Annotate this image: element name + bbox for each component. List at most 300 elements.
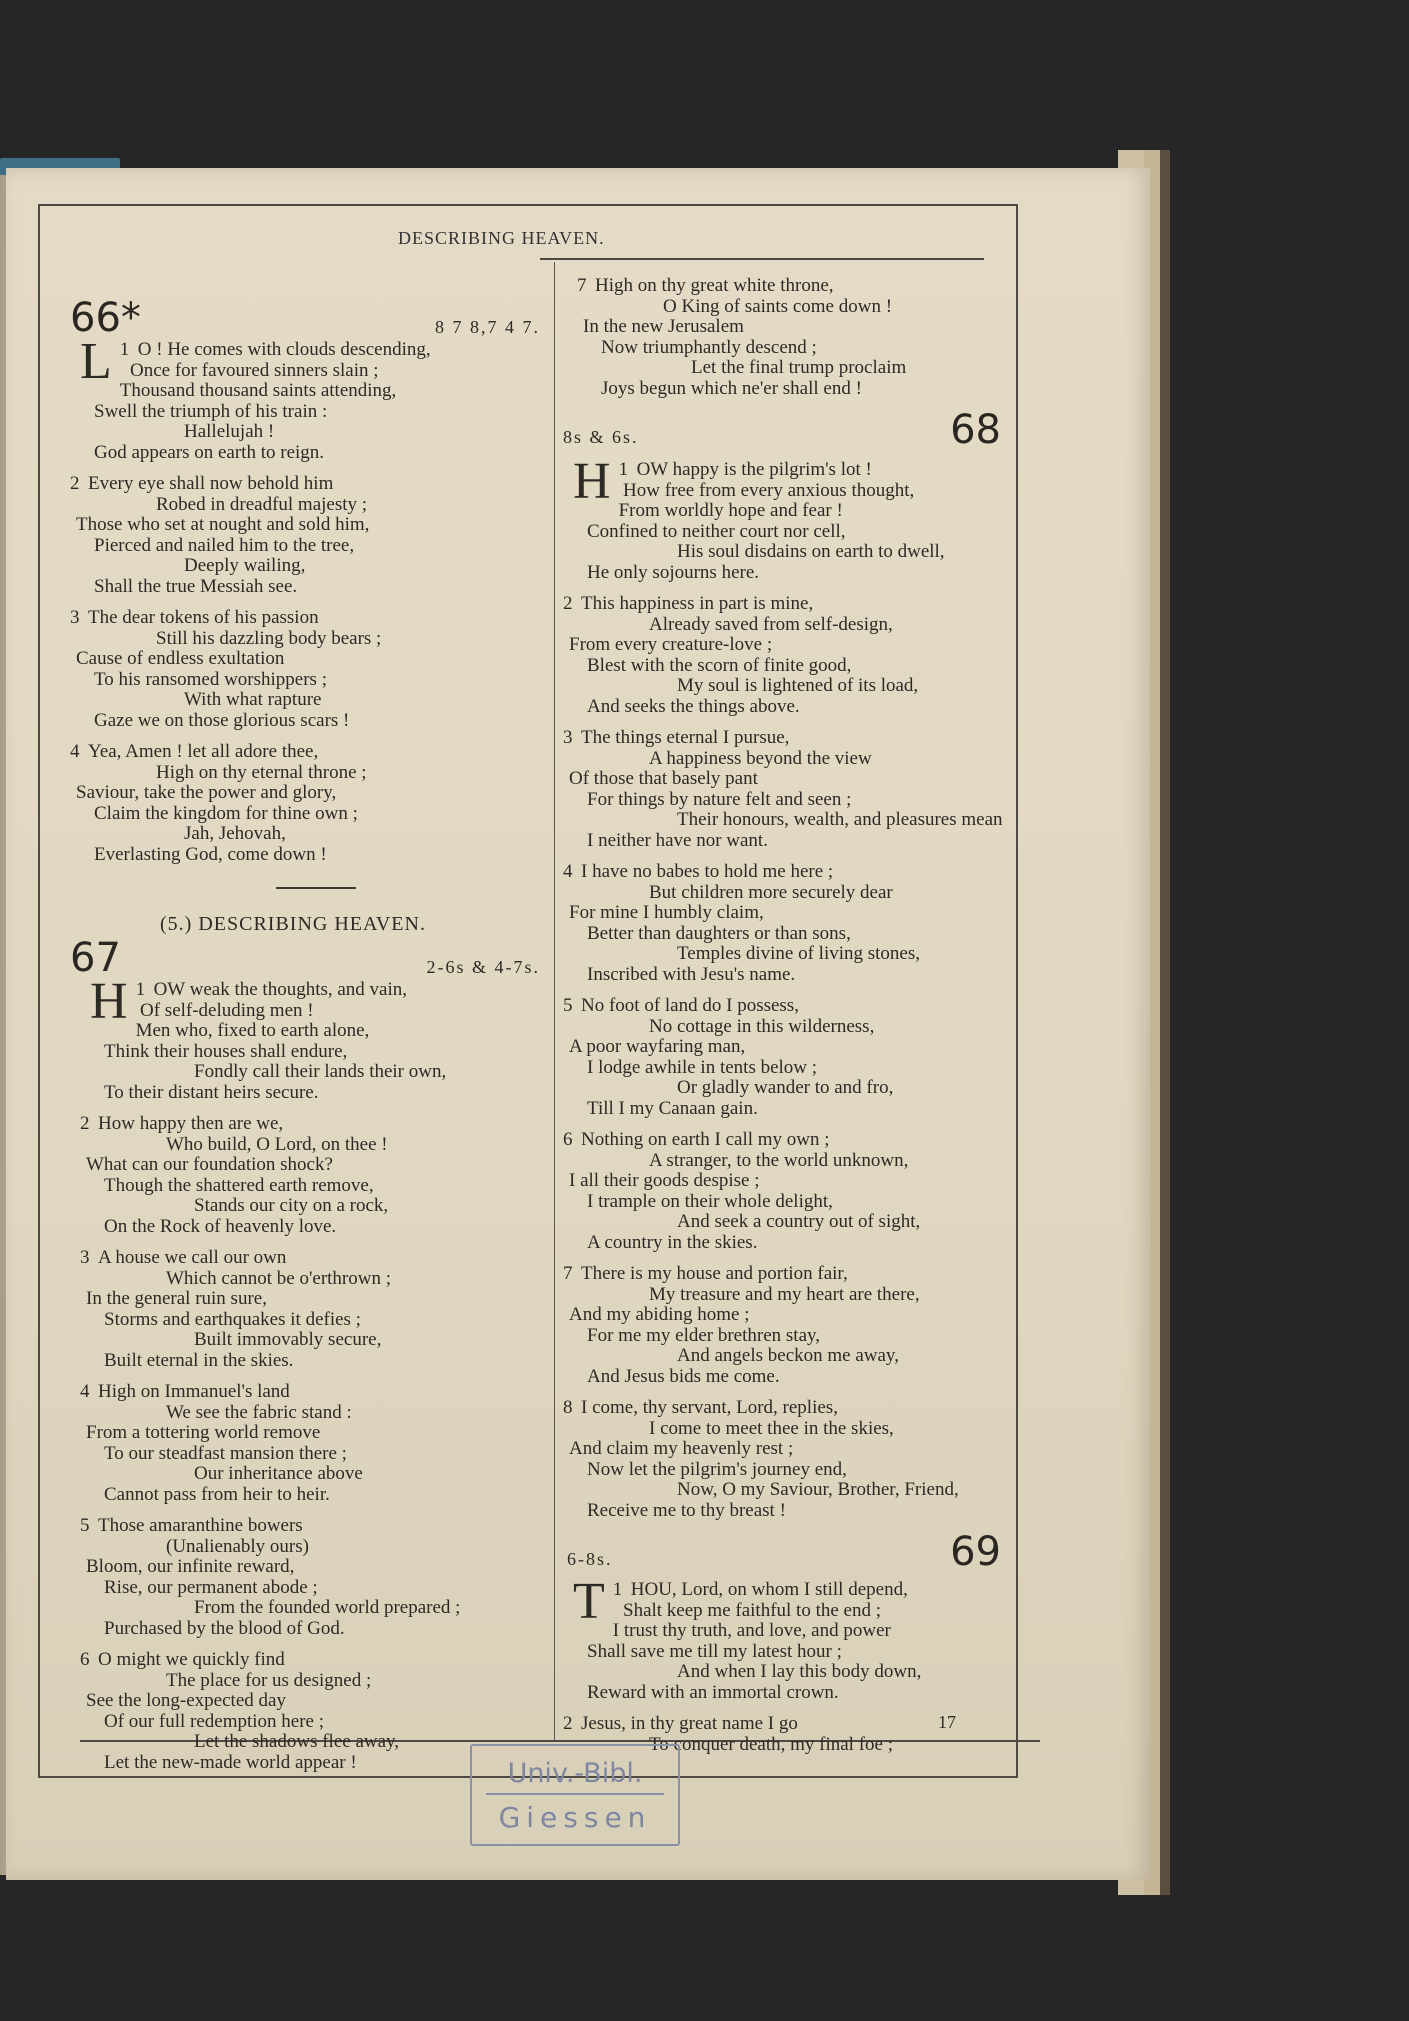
verse-line <box>563 1367 1023 1388</box>
verse-line-text: Temples divine of living stones, <box>677 943 921 964</box>
verse-line <box>70 742 540 763</box>
verse-line <box>563 1580 1023 1601</box>
verse-line-text: A stranger, to the world unknown, <box>649 1149 909 1171</box>
verse-line-text: And Jesus bids me come. <box>587 1365 780 1387</box>
verse-line <box>563 996 1023 1017</box>
verse-line <box>80 1330 540 1351</box>
verse-number: 1 <box>618 459 629 480</box>
verse-line-text: Purchased by the blood of God. <box>104 1617 345 1639</box>
verse-line <box>70 577 540 598</box>
verse-line-text: Of those that basely pant <box>569 768 758 789</box>
verse-line <box>80 1114 540 1135</box>
drop-cap: H <box>90 973 128 1030</box>
hymn-number: 69 <box>950 1529 1001 1575</box>
drop-cap: T <box>573 1573 605 1630</box>
verse <box>70 333 540 463</box>
verse-line-text: To their distant heirs secure. <box>104 1081 319 1103</box>
stamp-line-1: Univ.-Bibl. <box>486 1758 664 1795</box>
verse <box>80 1248 540 1371</box>
verse-line <box>563 924 1023 945</box>
verse-line-text: What can our foundation shock? <box>86 1154 333 1175</box>
verse-line <box>563 1601 1023 1622</box>
verse-line <box>80 1217 540 1238</box>
verse-line <box>70 845 540 866</box>
verse-line-text: Reward with an immortal crown. <box>587 1681 839 1703</box>
verse-line <box>80 1310 540 1331</box>
verse-line <box>577 358 1023 379</box>
verse-line-text: Every eye shall now behold him <box>88 473 334 494</box>
verse-line <box>563 481 1023 502</box>
verse-number: 8 <box>563 1397 573 1418</box>
verse-line <box>563 1439 1023 1460</box>
verse-line <box>563 594 1023 615</box>
hymn-number: 66* <box>70 295 141 341</box>
verse-line <box>80 1557 540 1578</box>
verse-line <box>577 276 1023 297</box>
verse-line-text: Those amaranthine bowers <box>98 1515 303 1536</box>
verse-line-text: Hallelujah ! <box>184 421 275 442</box>
verse-line-text: The things eternal I pursue, <box>581 727 790 748</box>
verse-line-text: How happy then are we, <box>98 1113 284 1134</box>
verse <box>563 862 1023 985</box>
verse-line-text: Shall the true Messiah see. <box>94 575 298 597</box>
verse-line-text: Built immovably secure, <box>194 1329 382 1350</box>
verse-line <box>563 1212 1023 1233</box>
verse-line <box>70 536 540 557</box>
verse-line-text: There is my house and portion fair, <box>581 1263 848 1284</box>
verse-line <box>563 1621 1023 1642</box>
verse-line-text: See the long-expected day <box>86 1690 286 1711</box>
verse-line <box>563 1058 1023 1079</box>
verse-line-text: The place for us designed ; <box>166 1669 372 1691</box>
verse-line-text: High on Immanuel's land <box>98 1381 290 1402</box>
verse-number: 2 <box>70 473 80 494</box>
verse-line <box>563 542 1023 563</box>
verse <box>563 453 1023 583</box>
verse-line-text: Shalt keep me faithful to the end ; <box>623 1599 882 1621</box>
verse-line <box>563 635 1023 656</box>
verse-line <box>80 1516 540 1537</box>
verse-line-text: Our inheritance above <box>194 1463 363 1484</box>
verse-line-text: In the new Jerusalem <box>583 316 744 337</box>
verse-line-text: Cannot pass from heir to heir. <box>104 1483 330 1505</box>
library-stamp <box>470 1744 680 1846</box>
verse-line <box>70 763 540 784</box>
verse-line <box>563 1078 1023 1099</box>
verse <box>80 1114 540 1237</box>
verse-line-text: God appears on earth to reign. <box>94 441 325 463</box>
verse-line-text: Blest with the scorn of finite good, <box>587 654 852 676</box>
verse-line <box>80 1269 540 1290</box>
verse-line <box>80 1021 540 1042</box>
verse <box>577 276 1023 399</box>
verse-line-text: I neither have nor want. <box>587 829 768 851</box>
verse-line <box>563 1460 1023 1481</box>
verse-line-text: Of our full redemption here ; <box>104 1710 325 1732</box>
verse-line <box>563 1683 1023 1704</box>
verse-line <box>563 1346 1023 1367</box>
verse-line-text: I trust thy truth, and love, and power <box>612 1620 891 1641</box>
verse <box>70 474 540 597</box>
verse-line <box>563 1192 1023 1213</box>
verse-line <box>80 1712 540 1733</box>
verse-line <box>563 615 1023 636</box>
hymn-66-verses <box>70 333 540 865</box>
verse-line-text: To his ransomed worshippers ; <box>94 668 327 690</box>
verse-line <box>80 1598 540 1619</box>
verse-line <box>80 1062 540 1083</box>
verse-line-text: Jah, Jehovah, <box>184 823 286 844</box>
running-head: DESCRIBING HEAVEN. <box>398 228 605 248</box>
verse-line-text: High on thy eternal throne ; <box>156 761 367 783</box>
verse-line <box>70 629 540 650</box>
hymn-67-header <box>70 935 540 981</box>
verse-line-text: Though the shattered earth remove, <box>104 1174 374 1196</box>
verse-line <box>563 862 1023 883</box>
verse-number: 4 <box>563 861 573 882</box>
verse-line-text: (Unalienably ours) <box>166 1535 309 1557</box>
verse-line <box>70 783 540 804</box>
verse-line <box>577 317 1023 338</box>
verse-line <box>563 1233 1023 1254</box>
verse-line-text: Cause of endless exultation <box>76 648 285 669</box>
verse-line <box>563 1662 1023 1683</box>
verse-line-text: On the Rock of heavenly love. <box>104 1215 337 1237</box>
verse-line <box>70 556 540 577</box>
verse-line <box>563 1642 1023 1663</box>
verse-line <box>563 1419 1023 1440</box>
right-column <box>563 276 1023 1766</box>
verse-line-text: From worldly hope and fear ! <box>618 500 843 521</box>
verse <box>80 1516 540 1639</box>
verse-line <box>70 422 540 443</box>
left-column <box>70 292 540 1784</box>
verse <box>563 594 1023 717</box>
hymn-meter: 8 7 8,7 4 7. <box>435 317 540 337</box>
verse-line-text: And angels beckon me away, <box>677 1345 899 1366</box>
verse-line-text: Think their houses shall endure, <box>104 1040 348 1062</box>
verse-line <box>563 1037 1023 1058</box>
verse-line <box>563 460 1023 481</box>
verse-line-text: My treasure and my heart are there, <box>649 1283 920 1305</box>
verse-line <box>80 1464 540 1485</box>
verse-line-text: Joys begun which ne'er shall end ! <box>601 377 862 399</box>
verse-line <box>70 340 540 361</box>
verse-line-text: Rise, our permanent abode ; <box>104 1576 318 1598</box>
verse-line-text: His soul disdains on earth to dwell, <box>677 541 945 562</box>
verse-number: 7 <box>577 275 587 296</box>
verse-line <box>70 361 540 382</box>
verse-line <box>70 443 540 464</box>
verse-line-text: Now let the pilgrim's journey end, <box>587 1458 847 1480</box>
hymn-meter: 8s & 6s. <box>563 427 639 447</box>
verse-number: 6 <box>80 1649 90 1670</box>
verse-line <box>80 1135 540 1156</box>
verse-line-text: Those who set at nought and sold him, <box>76 514 370 535</box>
verse-line-text: O King of saints come down ! <box>663 295 893 317</box>
verse-line <box>80 1485 540 1506</box>
verse-line <box>563 944 1023 965</box>
verse-line <box>577 297 1023 318</box>
verse-line-text: Better than daughters or than sons, <box>587 922 851 944</box>
verse-line <box>70 711 540 732</box>
verse-line-text: Who build, O Lord, on thee ! <box>166 1133 388 1155</box>
verse-number: 4 <box>70 741 80 762</box>
verse-line <box>563 1501 1023 1522</box>
hymn-67-continued <box>563 276 1023 399</box>
verse-line <box>577 338 1023 359</box>
verse-line-text: Men who, fixed to earth alone, <box>135 1020 370 1041</box>
drop-cap: L <box>80 333 112 390</box>
verse-number: 6 <box>563 1129 573 1150</box>
verse-line <box>70 804 540 825</box>
verse-line-text: From the founded world prepared ; <box>194 1597 461 1618</box>
hymn-68-header <box>563 407 1023 453</box>
verse-line-text: We see the fabric stand : <box>166 1401 352 1423</box>
verse-line-text: I lodge awhile in tents below ; <box>587 1056 818 1078</box>
verse-line-text: Still his dazzling body bears ; <box>156 627 382 649</box>
verse-line <box>80 980 540 1001</box>
hymn-meter: 2-6s & 4-7s. <box>426 957 540 977</box>
stamp-line-2: Giessen <box>498 1801 652 1834</box>
hymn-68-verses <box>563 453 1023 1521</box>
verse-line <box>563 810 1023 831</box>
verse-line <box>70 402 540 423</box>
verse-line-text: Their honours, wealth, and pleasures mean <box>677 809 1003 830</box>
verse-line-text: Fondly call their lands their own, <box>194 1061 447 1082</box>
verse-line <box>563 1264 1023 1285</box>
verse <box>80 1382 540 1505</box>
verse-line <box>70 474 540 495</box>
hymn-number: 67 <box>70 935 121 981</box>
verse-line-text: To our steadfast mansion there ; <box>104 1442 347 1464</box>
verse-line-text: HOU, Lord, on whom I still depend, <box>630 1579 908 1600</box>
verse-line-text: O ! He comes with clouds descending, <box>137 339 431 360</box>
verse-line-text: A house we call our own <box>98 1247 287 1268</box>
page-number: 17 <box>938 1712 956 1732</box>
verse-line <box>80 1578 540 1599</box>
verse-number: 3 <box>563 727 573 748</box>
verse-line <box>80 1155 540 1176</box>
verse-line <box>70 690 540 711</box>
verse-line-text: Now triumphantly descend ; <box>601 336 817 358</box>
verse-line <box>70 670 540 691</box>
verse-line-text: Already saved from self-design, <box>649 613 893 635</box>
verse-line <box>70 649 540 670</box>
verse-line-text: Yea, Amen ! let all adore thee, <box>88 741 319 762</box>
verse-line-text: And seeks the things above. <box>587 695 800 717</box>
verse-line-text: Inscribed with Jesu's name. <box>587 963 796 985</box>
verse-line-text: And claim my heavenly rest ; <box>569 1438 794 1459</box>
verse <box>70 742 540 865</box>
verse-line <box>563 1130 1023 1151</box>
verse-line-text: Nothing on earth I call my own ; <box>581 1129 830 1150</box>
verse-line <box>80 1444 540 1465</box>
verse-line-text: My soul is lightened of its load, <box>677 675 919 696</box>
verse-line <box>80 1176 540 1197</box>
verse-line <box>563 1017 1023 1038</box>
verse-number: 2 <box>80 1113 90 1134</box>
verse-number: 5 <box>80 1515 90 1536</box>
verse-number: 2 <box>563 593 573 614</box>
verse-line-text: Once for favoured sinners slain ; <box>130 359 379 381</box>
verse-line-text: For things by nature felt and seen ; <box>587 788 852 810</box>
verse-line-text: I all their goods despise ; <box>569 1170 760 1191</box>
hymn-69-header <box>563 1529 1023 1575</box>
verse-line <box>563 1305 1023 1326</box>
drop-cap: H <box>573 453 611 510</box>
verse <box>563 1130 1023 1253</box>
verse-line <box>577 379 1023 400</box>
verse-line <box>80 1423 540 1444</box>
verse-line <box>563 769 1023 790</box>
verse-line-text: Let the shadows flee away, <box>194 1731 400 1752</box>
verse-line-text: OW happy is the pilgrim's lot ! <box>636 459 872 480</box>
verse-number: 5 <box>563 995 573 1016</box>
verse-line-text: No foot of land do I possess, <box>581 995 799 1016</box>
verse-line-text: Swell the triumph of his train : <box>94 400 328 422</box>
verse-line-text: And seek a country out of sight, <box>677 1211 921 1232</box>
verse-line <box>563 1099 1023 1120</box>
verse-line-text: And my abiding home ; <box>569 1304 750 1325</box>
verse-line-text: A poor wayfaring man, <box>569 1036 746 1057</box>
verse-line <box>70 495 540 516</box>
verse-line <box>563 522 1023 543</box>
section-separator <box>276 887 356 889</box>
hymn-number: 68 <box>950 407 1001 453</box>
verse-line-text: In the general ruin sure, <box>86 1288 267 1309</box>
verse <box>80 973 540 1103</box>
verse-line <box>563 1398 1023 1419</box>
verse-line-text: Built eternal in the skies. <box>104 1349 294 1371</box>
verse-line <box>80 1671 540 1692</box>
verse-line-text: From a tottering world remove <box>86 1422 321 1443</box>
hymn-67-verses <box>70 973 540 1773</box>
verse-line-text: To conquer death, my final foe ; <box>649 1733 894 1755</box>
verse-line <box>80 1351 540 1372</box>
verse-line-text: He only sojourns here. <box>587 561 760 583</box>
verse-line <box>563 790 1023 811</box>
verse-line-text: No cottage in this wilderness, <box>649 1015 875 1037</box>
verse-number: 1 <box>119 339 130 360</box>
verse-line-text: Shall save me till my latest hour ; <box>587 1640 842 1662</box>
verse-number: 4 <box>80 1381 90 1402</box>
section-title: (5.) DESCRIBING HEAVEN. <box>160 913 426 935</box>
verse-line <box>80 1382 540 1403</box>
verse-line-text: Let the new-made world appear ! <box>104 1751 357 1773</box>
verse-line <box>563 676 1023 697</box>
verse-line <box>80 1537 540 1558</box>
verse-line <box>563 656 1023 677</box>
verse-line-text: For mine I humbly claim, <box>569 902 764 923</box>
verse-line <box>70 515 540 536</box>
verse-line-text: Gaze we on those glorious scars ! <box>94 709 350 731</box>
verse-line <box>563 903 1023 924</box>
hymn-66-header <box>70 292 540 341</box>
verse-line-text: A country in the skies. <box>587 1231 758 1253</box>
verse-number: 3 <box>70 607 80 628</box>
verse-number: 2 <box>563 1713 573 1734</box>
verse-line-text: I come, thy servant, Lord, replies, <box>581 1397 838 1418</box>
verse-line-text: But children more securely dear <box>649 881 893 903</box>
verse-line-text: And when I lay this body down, <box>677 1661 922 1682</box>
verse-line <box>80 1403 540 1424</box>
verse-line <box>563 728 1023 749</box>
verse-line-text: Thousand thousand saints attending, <box>119 380 397 401</box>
verse-line <box>563 501 1023 522</box>
verse-line-text: OW weak the thoughts, and vain, <box>153 979 408 1000</box>
verse-number: 7 <box>563 1263 573 1284</box>
verse-line <box>563 1171 1023 1192</box>
verse-line-text: Deeply wailing, <box>184 555 306 576</box>
verse-line-text: Everlasting God, come down ! <box>94 843 327 865</box>
hymn-meter: 6-8s. <box>567 1549 613 1569</box>
verse-line-text: Confined to neither court nor cell, <box>587 520 846 542</box>
verse-line <box>563 697 1023 718</box>
verse-line <box>70 824 540 845</box>
verse-line-text: Of self-deluding men ! <box>140 999 314 1021</box>
verse <box>563 1573 1023 1703</box>
verse-line-text: For me my elder brethren stay, <box>587 1324 821 1346</box>
verse-line-text: Receive me to thy breast ! <box>587 1499 786 1521</box>
verse-line-text: Pierced and nailed him to the tree, <box>94 534 355 556</box>
verse-line <box>563 1285 1023 1306</box>
verse-line-text: Storms and earthquakes it defies ; <box>104 1308 361 1330</box>
verse-line-text: A happiness beyond the view <box>649 747 872 769</box>
verse-line-text: I come to meet thee in the skies, <box>649 1417 894 1439</box>
verse-line <box>70 608 540 629</box>
verse-line-text: Robed in dreadful majesty ; <box>156 493 368 515</box>
header-rule <box>540 258 984 260</box>
verse-line-text: I have no babes to hold me here ; <box>581 861 834 882</box>
verse-line-text: Now, O my Saviour, Brother, Friend, <box>677 1479 959 1500</box>
verse-line <box>563 1151 1023 1172</box>
verse-line-text: With what rapture <box>184 689 322 710</box>
verse-line-text: O might we quickly find <box>98 1649 285 1670</box>
verse-line-text: This happiness in part is mine, <box>581 593 814 614</box>
verse-line <box>80 1619 540 1640</box>
verse <box>563 1398 1023 1521</box>
verse-number: 3 <box>80 1247 90 1268</box>
verse-line <box>563 1480 1023 1501</box>
verse-line <box>80 1001 540 1022</box>
verse-line-text: Saviour, take the power and glory, <box>76 782 337 803</box>
verse-line <box>563 749 1023 770</box>
verse <box>563 1264 1023 1387</box>
verse-line <box>80 1083 540 1104</box>
verse <box>70 608 540 731</box>
verse-line-text: Which cannot be o'erthrown ; <box>166 1267 392 1289</box>
verse-line <box>80 1196 540 1217</box>
verse-line-text: Stands our city on a rock, <box>194 1195 389 1216</box>
verse-line <box>563 883 1023 904</box>
verse-line <box>80 1691 540 1712</box>
verse <box>563 728 1023 851</box>
verse-line <box>80 1042 540 1063</box>
verse-line <box>563 563 1023 584</box>
verse-line <box>80 1248 540 1269</box>
verse-line-text: Jesus, in thy great name I go <box>581 1713 798 1734</box>
column-divider <box>554 262 555 1742</box>
verse-line-text: I trample on their whole delight, <box>587 1190 833 1212</box>
verse-line <box>80 1650 540 1671</box>
verse-line-text: High on thy great white throne, <box>595 275 834 296</box>
verse-line <box>80 1289 540 1310</box>
verse <box>563 996 1023 1119</box>
verse-line-text: The dear tokens of his passion <box>88 607 319 628</box>
verse-line-text: How free from every anxious thought, <box>623 479 915 501</box>
verse-line-text: Or gladly wander to and fro, <box>677 1077 894 1098</box>
